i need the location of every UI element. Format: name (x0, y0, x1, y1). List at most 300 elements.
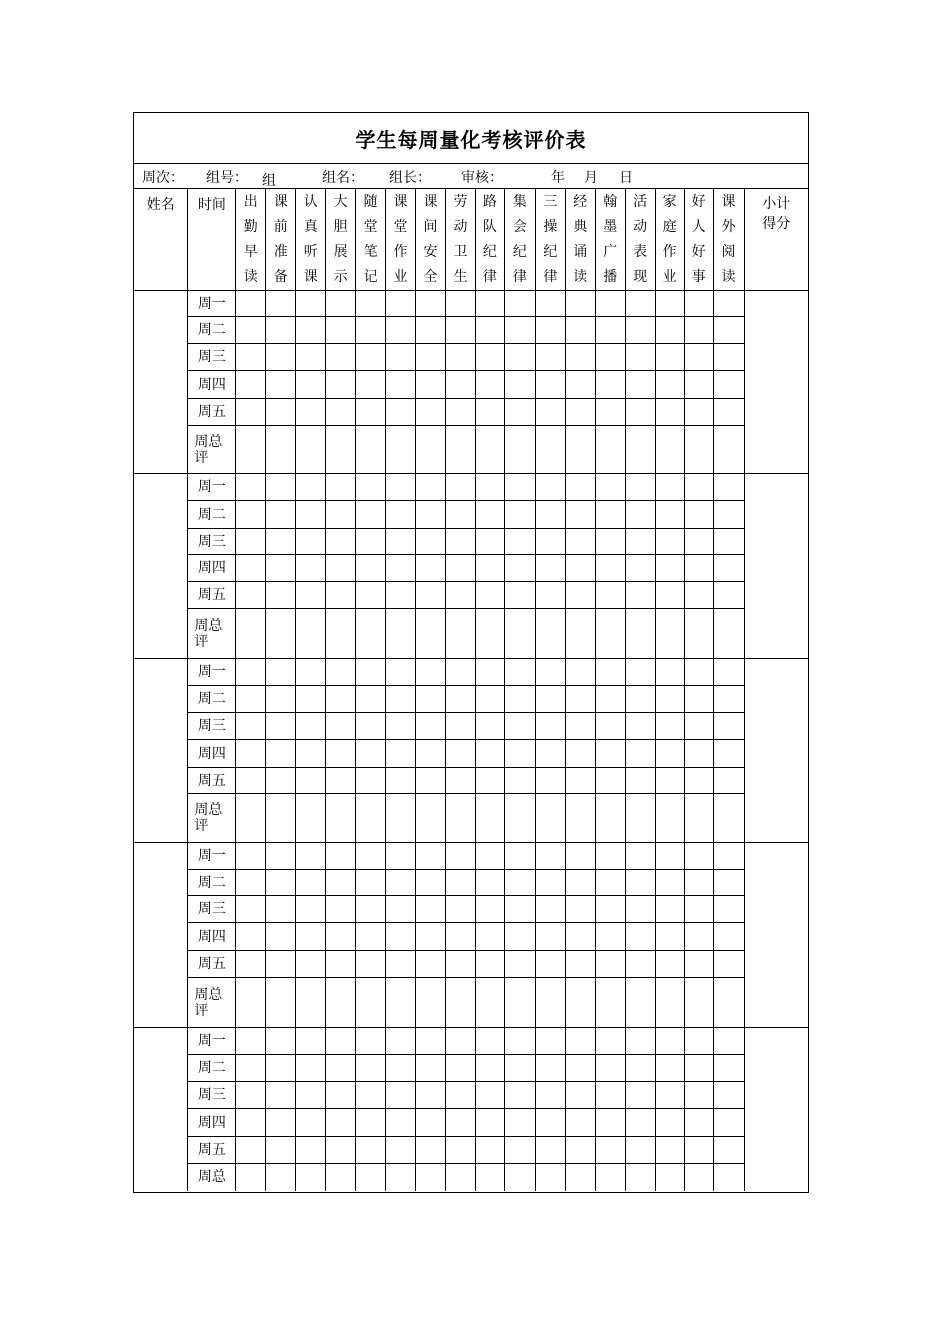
score-input-cell[interactable] (445, 371, 475, 399)
score-input-cell[interactable] (416, 870, 446, 896)
score-input-cell[interactable] (356, 951, 386, 978)
score-input-cell[interactable] (504, 582, 535, 609)
score-input-cell[interactable] (445, 609, 475, 659)
score-input-cell[interactable] (684, 399, 713, 426)
score-input-cell[interactable] (535, 426, 565, 474)
score-input-cell[interactable] (684, 896, 713, 923)
score-input-cell[interactable] (416, 344, 446, 371)
score-input-cell[interactable] (565, 686, 595, 713)
score-input-cell[interactable] (535, 1082, 565, 1109)
score-input-cell[interactable] (625, 474, 655, 501)
score-input-cell[interactable] (713, 582, 744, 609)
score-input-cell[interactable] (504, 1109, 535, 1137)
score-input-cell[interactable] (445, 951, 475, 978)
score-input-cell[interactable] (475, 896, 504, 923)
score-input-cell[interactable] (595, 371, 625, 399)
score-input-cell[interactable] (713, 609, 744, 659)
score-input-cell[interactable] (655, 978, 684, 1028)
score-input-cell[interactable] (326, 317, 356, 344)
student-name-cell[interactable] (134, 1028, 188, 1191)
score-input-cell[interactable] (535, 740, 565, 768)
score-input-cell[interactable] (266, 371, 296, 399)
score-input-cell[interactable] (595, 1082, 625, 1109)
score-input-cell[interactable] (475, 317, 504, 344)
score-input-cell[interactable] (236, 1164, 266, 1191)
score-input-cell[interactable] (416, 371, 446, 399)
score-input-cell[interactable] (475, 1055, 504, 1082)
score-input-cell[interactable] (416, 1028, 446, 1055)
score-input-cell[interactable] (296, 1109, 326, 1137)
score-input-cell[interactable] (713, 344, 744, 371)
score-input-cell[interactable] (713, 686, 744, 713)
score-input-cell[interactable] (236, 896, 266, 923)
score-input-cell[interactable] (266, 529, 296, 555)
score-input-cell[interactable] (475, 870, 504, 896)
score-input-cell[interactable] (684, 555, 713, 582)
score-input-cell[interactable] (236, 1055, 266, 1082)
score-input-cell[interactable] (535, 923, 565, 951)
score-input-cell[interactable] (595, 1137, 625, 1164)
score-input-cell[interactable] (504, 317, 535, 344)
score-input-cell[interactable] (535, 1055, 565, 1082)
score-input-cell[interactable] (356, 768, 386, 794)
score-input-cell[interactable] (595, 582, 625, 609)
score-input-cell[interactable] (595, 317, 625, 344)
score-input-cell[interactable] (713, 870, 744, 896)
score-input-cell[interactable] (565, 529, 595, 555)
score-input-cell[interactable] (535, 317, 565, 344)
score-input-cell[interactable] (684, 1137, 713, 1164)
score-input-cell[interactable] (445, 713, 475, 740)
score-input-cell[interactable] (266, 474, 296, 501)
score-input-cell[interactable] (236, 1082, 266, 1109)
score-input-cell[interactable] (356, 1055, 386, 1082)
score-input-cell[interactable] (565, 344, 595, 371)
score-input-cell[interactable] (416, 1055, 446, 1082)
score-input-cell[interactable] (326, 529, 356, 555)
score-input-cell[interactable] (504, 870, 535, 896)
score-input-cell[interactable] (326, 686, 356, 713)
score-input-cell[interactable] (565, 951, 595, 978)
score-input-cell[interactable] (684, 317, 713, 344)
score-input-cell[interactable] (655, 740, 684, 768)
score-input-cell[interactable] (296, 923, 326, 951)
score-input-cell[interactable] (475, 582, 504, 609)
score-input-cell[interactable] (266, 609, 296, 659)
score-input-cell[interactable] (684, 1028, 713, 1055)
score-input-cell[interactable] (504, 501, 535, 529)
score-input-cell[interactable] (504, 768, 535, 794)
score-input-cell[interactable] (535, 978, 565, 1028)
score-input-cell[interactable] (386, 870, 416, 896)
score-input-cell[interactable] (684, 740, 713, 768)
score-input-cell[interactable] (236, 794, 266, 843)
score-input-cell[interactable] (296, 659, 326, 686)
score-input-cell[interactable] (565, 501, 595, 529)
score-input-cell[interactable] (625, 978, 655, 1028)
score-input-cell[interactable] (266, 686, 296, 713)
score-input-cell[interactable] (356, 317, 386, 344)
score-input-cell[interactable] (326, 870, 356, 896)
score-input-cell[interactable] (565, 659, 595, 686)
score-input-cell[interactable] (684, 344, 713, 371)
score-input-cell[interactable] (356, 923, 386, 951)
score-input-cell[interactable] (326, 1028, 356, 1055)
score-input-cell[interactable] (326, 1137, 356, 1164)
score-input-cell[interactable] (445, 1028, 475, 1055)
score-input-cell[interactable] (445, 317, 475, 344)
score-input-cell[interactable] (356, 609, 386, 659)
score-input-cell[interactable] (386, 501, 416, 529)
score-input-cell[interactable] (326, 1055, 356, 1082)
score-input-cell[interactable] (356, 582, 386, 609)
score-input-cell[interactable] (713, 794, 744, 843)
score-input-cell[interactable] (416, 843, 446, 870)
score-input-cell[interactable] (684, 501, 713, 529)
score-input-cell[interactable] (504, 843, 535, 870)
score-input-cell[interactable] (595, 659, 625, 686)
score-input-cell[interactable] (296, 555, 326, 582)
score-input-cell[interactable] (356, 740, 386, 768)
score-input-cell[interactable] (296, 1028, 326, 1055)
score-input-cell[interactable] (266, 740, 296, 768)
score-input-cell[interactable] (625, 529, 655, 555)
score-input-cell[interactable] (595, 768, 625, 794)
score-input-cell[interactable] (266, 317, 296, 344)
score-input-cell[interactable] (356, 501, 386, 529)
score-input-cell[interactable] (684, 713, 713, 740)
score-input-cell[interactable] (565, 896, 595, 923)
score-input-cell[interactable] (684, 951, 713, 978)
score-input-cell[interactable] (655, 1164, 684, 1191)
score-input-cell[interactable] (416, 426, 446, 474)
score-input-cell[interactable] (236, 1028, 266, 1055)
score-input-cell[interactable] (356, 1137, 386, 1164)
score-input-cell[interactable] (416, 555, 446, 582)
score-input-cell[interactable] (535, 870, 565, 896)
score-input-cell[interactable] (386, 686, 416, 713)
score-input-cell[interactable] (296, 951, 326, 978)
score-input-cell[interactable] (595, 923, 625, 951)
score-input-cell[interactable] (326, 740, 356, 768)
score-input-cell[interactable] (625, 1164, 655, 1191)
score-input-cell[interactable] (326, 582, 356, 609)
score-input-cell[interactable] (655, 923, 684, 951)
score-input-cell[interactable] (416, 291, 446, 317)
score-input-cell[interactable] (356, 1164, 386, 1191)
score-input-cell[interactable] (475, 923, 504, 951)
score-input-cell[interactable] (625, 582, 655, 609)
score-input-cell[interactable] (296, 582, 326, 609)
score-input-cell[interactable] (416, 768, 446, 794)
score-input-cell[interactable] (713, 896, 744, 923)
score-input-cell[interactable] (713, 1028, 744, 1055)
score-input-cell[interactable] (326, 794, 356, 843)
score-input-cell[interactable] (386, 794, 416, 843)
score-input-cell[interactable] (475, 291, 504, 317)
score-input-cell[interactable] (386, 426, 416, 474)
score-input-cell[interactable] (504, 896, 535, 923)
score-input-cell[interactable] (595, 951, 625, 978)
score-input-cell[interactable] (236, 768, 266, 794)
score-input-cell[interactable] (535, 291, 565, 317)
score-input-cell[interactable] (565, 474, 595, 501)
score-input-cell[interactable] (326, 951, 356, 978)
score-input-cell[interactable] (535, 371, 565, 399)
score-input-cell[interactable] (504, 1028, 535, 1055)
score-input-cell[interactable] (356, 713, 386, 740)
score-input-cell[interactable] (356, 1082, 386, 1109)
score-input-cell[interactable] (625, 923, 655, 951)
score-input-cell[interactable] (445, 1137, 475, 1164)
score-input-cell[interactable] (445, 529, 475, 555)
score-input-cell[interactable] (655, 1082, 684, 1109)
score-input-cell[interactable] (326, 609, 356, 659)
score-input-cell[interactable] (684, 1109, 713, 1137)
score-input-cell[interactable] (326, 474, 356, 501)
score-input-cell[interactable] (713, 1109, 744, 1137)
score-input-cell[interactable] (655, 609, 684, 659)
score-input-cell[interactable] (445, 896, 475, 923)
score-input-cell[interactable] (625, 870, 655, 896)
score-input-cell[interactable] (504, 1164, 535, 1191)
score-input-cell[interactable] (535, 713, 565, 740)
score-input-cell[interactable] (296, 740, 326, 768)
score-input-cell[interactable] (625, 794, 655, 843)
score-input-cell[interactable] (296, 1055, 326, 1082)
score-input-cell[interactable] (326, 1082, 356, 1109)
score-input-cell[interactable] (684, 529, 713, 555)
score-input-cell[interactable] (356, 291, 386, 317)
score-input-cell[interactable] (625, 659, 655, 686)
score-input-cell[interactable] (266, 426, 296, 474)
score-input-cell[interactable] (655, 529, 684, 555)
score-input-cell[interactable] (445, 740, 475, 768)
score-input-cell[interactable] (326, 1164, 356, 1191)
score-input-cell[interactable] (504, 1137, 535, 1164)
score-input-cell[interactable] (266, 923, 296, 951)
score-input-cell[interactable] (565, 582, 595, 609)
score-input-cell[interactable] (504, 555, 535, 582)
score-input-cell[interactable] (625, 896, 655, 923)
score-input-cell[interactable] (416, 317, 446, 344)
score-input-cell[interactable] (236, 843, 266, 870)
score-input-cell[interactable] (386, 923, 416, 951)
score-input-cell[interactable] (236, 371, 266, 399)
score-input-cell[interactable] (595, 474, 625, 501)
score-input-cell[interactable] (266, 978, 296, 1028)
score-input-cell[interactable] (445, 794, 475, 843)
score-input-cell[interactable] (625, 555, 655, 582)
score-input-cell[interactable] (326, 768, 356, 794)
score-input-cell[interactable] (296, 843, 326, 870)
score-input-cell[interactable] (266, 1137, 296, 1164)
score-input-cell[interactable] (356, 794, 386, 843)
score-input-cell[interactable] (655, 1137, 684, 1164)
score-input-cell[interactable] (386, 582, 416, 609)
score-input-cell[interactable] (535, 896, 565, 923)
score-input-cell[interactable] (296, 794, 326, 843)
score-input-cell[interactable] (296, 371, 326, 399)
score-input-cell[interactable] (356, 529, 386, 555)
score-input-cell[interactable] (595, 740, 625, 768)
score-input-cell[interactable] (475, 426, 504, 474)
score-input-cell[interactable] (445, 686, 475, 713)
score-input-cell[interactable] (445, 1164, 475, 1191)
score-input-cell[interactable] (595, 1028, 625, 1055)
score-input-cell[interactable] (266, 555, 296, 582)
score-input-cell[interactable] (625, 1028, 655, 1055)
score-input-cell[interactable] (386, 344, 416, 371)
score-input-cell[interactable] (296, 1164, 326, 1191)
score-input-cell[interactable] (565, 399, 595, 426)
score-input-cell[interactable] (565, 555, 595, 582)
score-input-cell[interactable] (684, 609, 713, 659)
score-input-cell[interactable] (655, 1109, 684, 1137)
score-input-cell[interactable] (475, 713, 504, 740)
score-input-cell[interactable] (386, 1055, 416, 1082)
score-input-cell[interactable] (504, 344, 535, 371)
score-input-cell[interactable] (416, 1109, 446, 1137)
score-input-cell[interactable] (416, 794, 446, 843)
score-input-cell[interactable] (386, 529, 416, 555)
score-input-cell[interactable] (713, 371, 744, 399)
score-input-cell[interactable] (475, 978, 504, 1028)
score-input-cell[interactable] (326, 344, 356, 371)
score-input-cell[interactable] (655, 1055, 684, 1082)
score-input-cell[interactable] (595, 609, 625, 659)
score-input-cell[interactable] (326, 896, 356, 923)
score-input-cell[interactable] (684, 768, 713, 794)
score-input-cell[interactable] (684, 923, 713, 951)
score-input-cell[interactable] (655, 501, 684, 529)
score-input-cell[interactable] (296, 426, 326, 474)
score-input-cell[interactable] (296, 896, 326, 923)
score-input-cell[interactable] (595, 291, 625, 317)
score-input-cell[interactable] (326, 1109, 356, 1137)
score-input-cell[interactable] (713, 740, 744, 768)
student-name-cell[interactable] (134, 843, 188, 1028)
score-input-cell[interactable] (266, 768, 296, 794)
score-input-cell[interactable] (504, 291, 535, 317)
score-input-cell[interactable] (445, 1109, 475, 1137)
score-input-cell[interactable] (684, 1082, 713, 1109)
score-input-cell[interactable] (535, 582, 565, 609)
score-input-cell[interactable] (236, 291, 266, 317)
score-input-cell[interactable] (504, 474, 535, 501)
score-input-cell[interactable] (504, 794, 535, 843)
score-input-cell[interactable] (475, 659, 504, 686)
student-name-cell[interactable] (134, 659, 188, 843)
score-input-cell[interactable] (565, 291, 595, 317)
score-input-cell[interactable] (386, 555, 416, 582)
score-input-cell[interactable] (475, 686, 504, 713)
score-input-cell[interactable] (625, 1137, 655, 1164)
score-input-cell[interactable] (326, 426, 356, 474)
score-input-cell[interactable] (595, 978, 625, 1028)
score-input-cell[interactable] (535, 474, 565, 501)
score-input-cell[interactable] (713, 768, 744, 794)
score-input-cell[interactable] (386, 1082, 416, 1109)
score-input-cell[interactable] (535, 609, 565, 659)
score-input-cell[interactable] (713, 1082, 744, 1109)
score-input-cell[interactable] (595, 501, 625, 529)
score-input-cell[interactable] (475, 951, 504, 978)
score-input-cell[interactable] (595, 794, 625, 843)
score-input-cell[interactable] (504, 609, 535, 659)
score-input-cell[interactable] (595, 896, 625, 923)
score-input-cell[interactable] (625, 609, 655, 659)
score-input-cell[interactable] (655, 474, 684, 501)
score-input-cell[interactable] (504, 686, 535, 713)
score-input-cell[interactable] (713, 843, 744, 870)
score-input-cell[interactable] (713, 1055, 744, 1082)
score-input-cell[interactable] (595, 426, 625, 474)
score-input-cell[interactable] (475, 740, 504, 768)
score-input-cell[interactable] (416, 582, 446, 609)
score-input-cell[interactable] (595, 1164, 625, 1191)
score-input-cell[interactable] (416, 686, 446, 713)
score-input-cell[interactable] (236, 923, 266, 951)
score-input-cell[interactable] (655, 951, 684, 978)
score-input-cell[interactable] (445, 659, 475, 686)
score-input-cell[interactable] (535, 659, 565, 686)
score-input-cell[interactable] (565, 870, 595, 896)
score-input-cell[interactable] (236, 1137, 266, 1164)
score-input-cell[interactable] (475, 501, 504, 529)
score-input-cell[interactable] (535, 1164, 565, 1191)
score-input-cell[interactable] (655, 794, 684, 843)
score-input-cell[interactable] (655, 317, 684, 344)
score-input-cell[interactable] (386, 978, 416, 1028)
score-input-cell[interactable] (326, 371, 356, 399)
score-input-cell[interactable] (625, 1082, 655, 1109)
score-input-cell[interactable] (565, 317, 595, 344)
score-input-cell[interactable] (236, 609, 266, 659)
score-input-cell[interactable] (565, 794, 595, 843)
score-input-cell[interactable] (356, 371, 386, 399)
score-input-cell[interactable] (655, 371, 684, 399)
score-input-cell[interactable] (296, 686, 326, 713)
score-input-cell[interactable] (655, 426, 684, 474)
score-input-cell[interactable] (326, 923, 356, 951)
score-input-cell[interactable] (236, 399, 266, 426)
score-input-cell[interactable] (445, 474, 475, 501)
score-input-cell[interactable] (684, 474, 713, 501)
score-input-cell[interactable] (713, 529, 744, 555)
score-input-cell[interactable] (236, 870, 266, 896)
score-input-cell[interactable] (475, 1164, 504, 1191)
score-input-cell[interactable] (236, 501, 266, 529)
score-input-cell[interactable] (356, 686, 386, 713)
score-input-cell[interactable] (565, 713, 595, 740)
score-input-cell[interactable] (445, 426, 475, 474)
score-input-cell[interactable] (655, 686, 684, 713)
score-input-cell[interactable] (713, 426, 744, 474)
score-input-cell[interactable] (386, 1028, 416, 1055)
score-input-cell[interactable] (713, 951, 744, 978)
score-input-cell[interactable] (416, 978, 446, 1028)
subtotal-score-cell[interactable] (744, 659, 808, 843)
score-input-cell[interactable] (565, 1082, 595, 1109)
score-input-cell[interactable] (296, 1137, 326, 1164)
score-input-cell[interactable] (445, 555, 475, 582)
score-input-cell[interactable] (475, 344, 504, 371)
score-input-cell[interactable] (296, 474, 326, 501)
score-input-cell[interactable] (713, 399, 744, 426)
subtotal-score-cell[interactable] (744, 474, 808, 659)
score-input-cell[interactable] (266, 1109, 296, 1137)
